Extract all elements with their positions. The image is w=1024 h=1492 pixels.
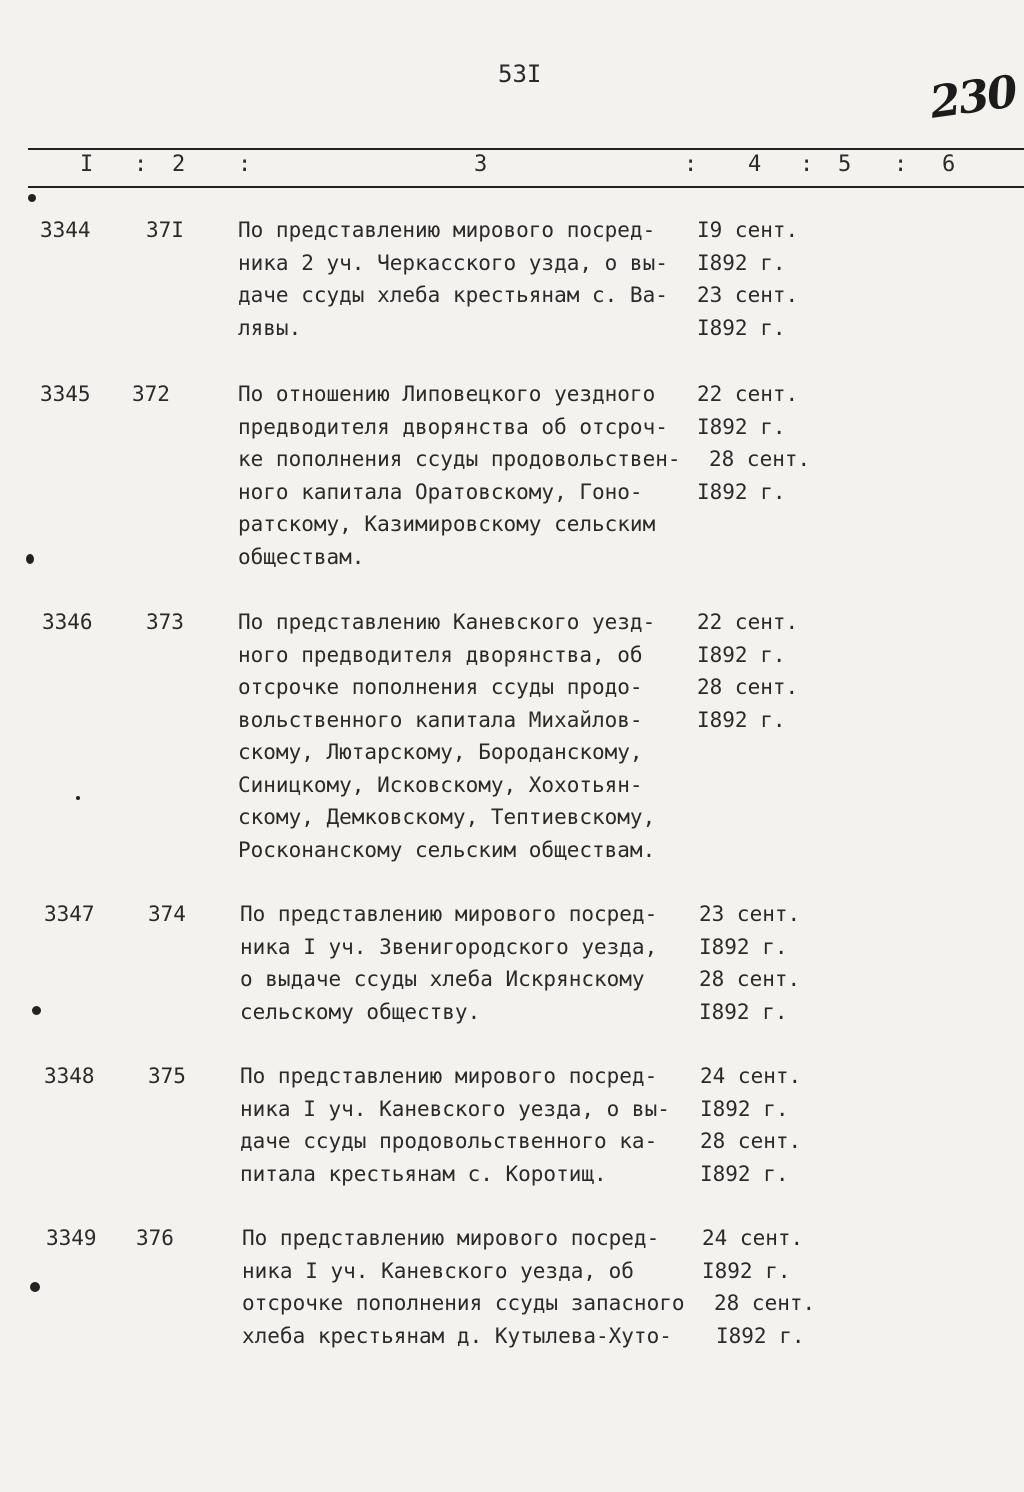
date-line: 22 сент.	[697, 610, 799, 634]
column-header-6: 6	[942, 152, 956, 177]
date-line: I892 г.	[702, 1258, 791, 1283]
description-line: По представлению мирового посред-	[242, 1226, 660, 1250]
date-line: I9 сент.	[697, 218, 799, 242]
record-number: 3344	[40, 218, 91, 242]
date-line: I892 г.	[697, 642, 786, 667]
record-description	[238, 214, 708, 344]
description-line: даче ссуды продовольственного ка-	[240, 1129, 658, 1153]
description-line: ратскому, Казимировскому сельским	[238, 512, 656, 536]
scan-speck	[28, 194, 36, 202]
date-line: 28 сент.	[709, 447, 811, 471]
date-line: 23 сент.	[697, 283, 799, 307]
record-description	[238, 606, 708, 866]
record-dates	[697, 378, 857, 508]
date-line: I892 г.	[699, 934, 788, 959]
record-description	[242, 1222, 712, 1352]
description-line: отсрочке пополнения ссуды запасного	[242, 1291, 685, 1315]
description-line: хлеба крестьянам д. Кутылева-Хуто-	[242, 1323, 672, 1348]
record-dates	[699, 898, 859, 1028]
column-header-4: 4	[748, 152, 762, 177]
description-line: предводителя дворянства об отсроч-	[238, 414, 668, 439]
description-line: По представлению мирового посред-	[238, 218, 656, 242]
column-separator: :	[238, 152, 252, 177]
description-line: ке пополнения ссуды продовольствен-	[238, 447, 681, 471]
date-line: I892 г.	[697, 707, 786, 732]
date-line: 24 сент.	[702, 1226, 804, 1250]
date-line: 28 сент.	[700, 1129, 802, 1153]
record-dates	[697, 214, 857, 344]
archive-mark: 230	[926, 66, 1019, 129]
date-line: 22 сент.	[697, 382, 799, 406]
description-line: отсрочке пополнения ссуды продо-	[238, 675, 643, 699]
description-line: скому, Лютарскому, Бороданскому,	[238, 740, 643, 764]
record-description	[238, 378, 708, 573]
description-line: ника I уч. Звенигородского уезда,	[240, 934, 658, 959]
column-separator: :	[134, 152, 148, 177]
scan-speck	[30, 1282, 40, 1292]
record-dates	[700, 1060, 860, 1190]
header-rule-top	[28, 148, 1024, 150]
record-number: 3345	[40, 382, 91, 406]
column-header-row	[0, 152, 1024, 182]
scan-speck	[32, 1006, 41, 1015]
description-line: о выдаче ссуды хлеба Искрянскому	[240, 967, 645, 991]
description-line: По представлению Каневского уезд-	[238, 610, 656, 634]
description-line: скому, Демковскому, Тептиевскому,	[238, 805, 656, 829]
date-line: I892 г.	[697, 315, 786, 340]
description-line: ника I уч. Каневского уезда, об	[242, 1258, 634, 1283]
date-line: I892 г.	[700, 1096, 789, 1121]
header-rule-bottom	[28, 186, 1024, 188]
case-number: 374	[148, 902, 186, 926]
date-line: I892 г.	[716, 1323, 805, 1348]
case-number: 372	[132, 382, 170, 406]
column-header-1: I	[80, 152, 94, 177]
description-line: По представлению мирового посред-	[240, 902, 658, 926]
case-number: 37I	[146, 218, 184, 242]
date-line: 28 сент.	[714, 1291, 816, 1315]
date-line: 28 сент.	[697, 675, 799, 699]
date-line: 23 сент.	[699, 902, 801, 926]
date-line: 28 сент.	[699, 967, 801, 991]
column-header-5: 5	[838, 152, 852, 177]
date-line: I892 г.	[699, 999, 788, 1024]
case-number: 375	[148, 1064, 186, 1088]
record-number: 3349	[46, 1226, 97, 1250]
case-number: 376	[136, 1226, 174, 1250]
description-line: вольственного капитала Михайлов-	[238, 707, 643, 732]
column-header-2: 2	[172, 152, 186, 177]
scan-speck	[26, 554, 34, 564]
record-description	[240, 1060, 710, 1190]
column-header-3: 3	[474, 152, 488, 177]
scan-speck	[76, 796, 80, 800]
case-number: 373	[146, 610, 184, 634]
column-separator: :	[894, 152, 908, 177]
description-line: ного предводителя дворянства, об	[238, 642, 643, 667]
date-line: I892 г.	[697, 414, 786, 439]
description-line: питала крестьянам с. Коротищ.	[240, 1161, 607, 1186]
description-line: По отношению Липовецкого уездного	[238, 382, 656, 406]
column-separator: :	[684, 152, 698, 177]
date-line: 24 сент.	[700, 1064, 802, 1088]
page-number: 53I	[498, 60, 542, 88]
description-line: даче ссуды хлеба крестьянам с. Ва-	[238, 283, 668, 307]
description-line: обществам.	[238, 544, 365, 569]
record-number: 3348	[44, 1064, 95, 1088]
record-number: 3346	[42, 610, 93, 634]
description-line: ника I уч. Каневского уезда, о вы-	[240, 1096, 670, 1121]
description-line: лявы.	[238, 315, 302, 340]
date-line: I892 г.	[697, 479, 786, 504]
description-line: ника 2 уч. Черкасского узда, о вы-	[238, 250, 668, 275]
description-line: По представлению мирового посред-	[240, 1064, 658, 1088]
description-line: Росконанскому сельским обществам.	[238, 837, 656, 862]
date-line: I892 г.	[700, 1161, 789, 1186]
record-number: 3347	[44, 902, 95, 926]
description-line: Синицкому, Исковскому, Хохотьян-	[238, 772, 643, 797]
date-line: I892 г.	[697, 250, 786, 275]
record-dates	[697, 606, 857, 736]
description-line: ного капитала Оратовскому, Гоно-	[238, 479, 643, 504]
record-dates	[702, 1222, 862, 1352]
description-line: сельскому обществу.	[240, 999, 481, 1024]
record-description	[240, 898, 710, 1028]
column-separator: :	[800, 152, 814, 177]
